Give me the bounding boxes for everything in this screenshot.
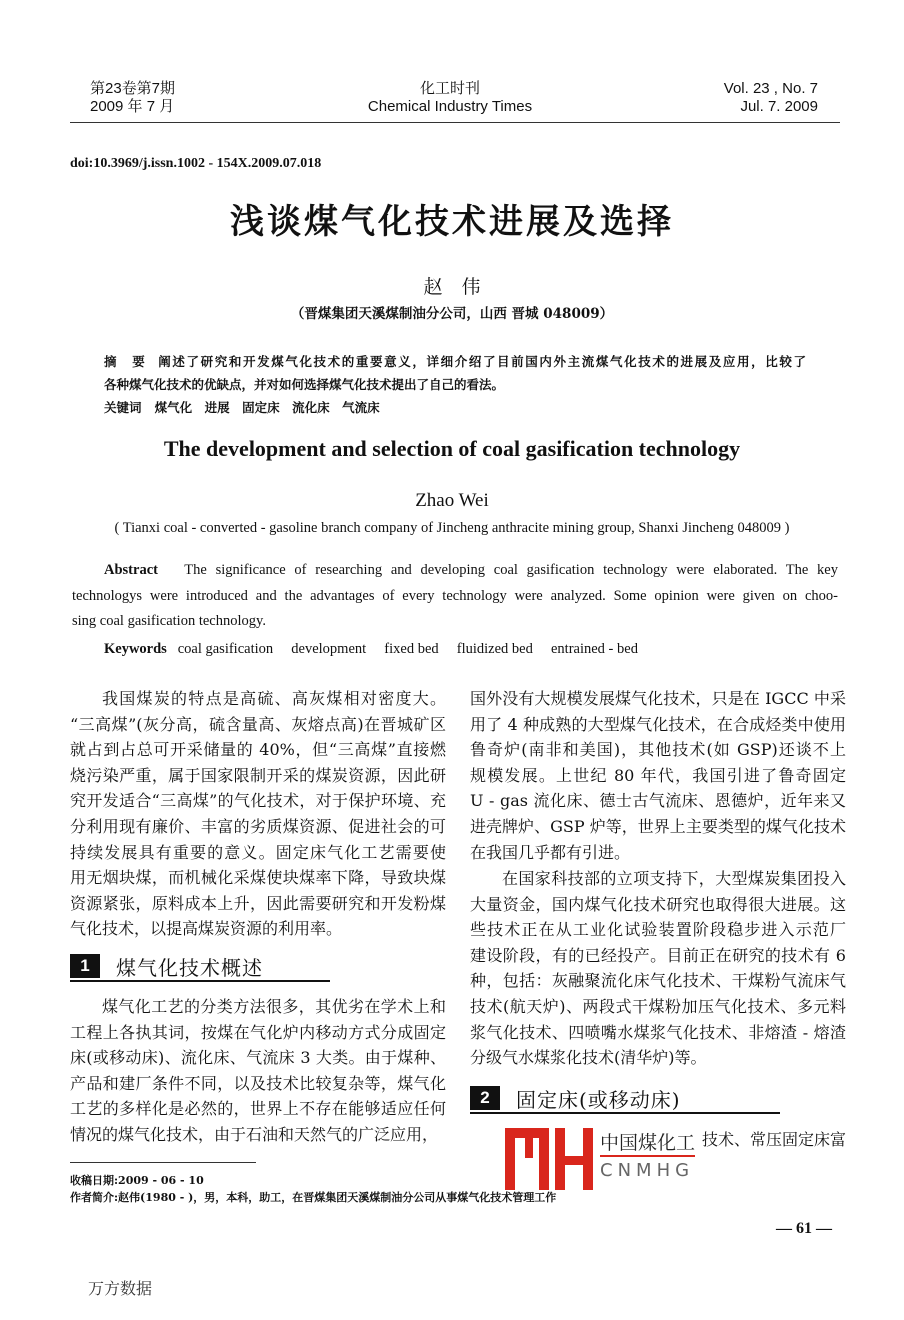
text-line: 在国家科技部的立项支持下，大型煤炭集团投入: [502, 869, 846, 888]
text-line: 烧污染严重，属于国家限制开采的煤炭资源，因此研: [70, 765, 446, 785]
section-number: 1: [70, 954, 100, 978]
text-line: 进壳牌炉、GSP 炉等，世界上主要类型的煤气化技术: [470, 816, 846, 836]
text-line: 些技术正在从工业化试验装置阶段稳步进入示范厂: [470, 920, 846, 940]
text-line: 技术(航天炉)、两段式干煤粉加压气化技术、多元料: [470, 996, 846, 1016]
keywords-en: coal gasification development fixed bed fluidized bed entrained - bed: [177, 640, 638, 657]
footnote-rule: [70, 1162, 256, 1163]
text-line: 用无烟块煤，而机械化采煤使块煤率下降，导致块煤: [70, 868, 446, 888]
received-date: 收稿日期:2009 - 06 - 10: [70, 1174, 204, 1187]
watermark-cn: 中国煤化工: [600, 1132, 696, 1154]
page-number: — 61 —: [776, 1220, 832, 1237]
text-line: 工艺的多样化是必然的，世界上不存在能够适应任何: [70, 1099, 446, 1119]
text-line: 规模发展。上世纪 80 年代，我国引进了鲁奇固定: [470, 765, 846, 785]
title-cn: 浅谈煤气化技术进展及选择: [230, 202, 674, 242]
keywords-label-en: Keywords: [104, 640, 167, 657]
author-cn: 赵 伟: [423, 276, 481, 298]
keywords-cn: 煤气化 进展 固定床 流化床 气流床: [154, 400, 380, 415]
abstract-line: The significance of researching and developing coal gasification technology were elaborated. The key: [184, 562, 838, 578]
text-line: 资源紧张，原料成本上升，因此需要研究和开发粉煤: [70, 893, 446, 913]
footnote: [70, 1172, 556, 1206]
abstract-cn: [104, 350, 806, 419]
watermark-rule: [600, 1155, 695, 1157]
right-column-p2: [470, 866, 846, 1071]
text-line: 产品和建厂条件不同，以及技术比较复杂等，煤气化: [70, 1073, 446, 1093]
journal-name: [330, 80, 570, 116]
abstract-en: [72, 558, 838, 662]
text-line: 分利用现有廉价、丰富的劣质煤资源、促进社会的可: [70, 816, 446, 836]
doi: doi:10.3969/j.issn.1002 - 154X.2009.07.018: [70, 156, 322, 171]
left-column: [70, 686, 446, 942]
right-column: [470, 686, 846, 865]
abstract-label-en: Abstract: [104, 562, 158, 578]
source-label: 万方数据: [88, 1279, 153, 1298]
journal-name-en: Chemical Industry Times: [367, 98, 533, 115]
journal-issue-cn: [90, 80, 175, 116]
text-line: 建设阶段，有的已经投产。目前正在研究的技术有 6: [470, 945, 846, 965]
abstract-label-cn: 摘 要: [104, 354, 147, 369]
date-en: Jul. 7. 2009: [740, 98, 818, 115]
affiliation-en: ( Tianxi coal - converted - gasoline branch company of Jincheng anthracite mining group, Shanxi Jincheng 048009 ): [114, 520, 790, 536]
section-title: 煤气化技术概述: [116, 955, 263, 980]
volume-cn: 第23卷第7期: [90, 80, 176, 97]
affiliation-cn: （晋煤集团天溪煤制油分公司，山西 晋城 048009）: [290, 306, 614, 322]
text-line: 国外没有大规模发展煤气化技术，只是在 IGCC 中采: [470, 689, 846, 708]
text-line: 就占到占总可开采储量的 40%，但“三高煤”直接燃: [70, 740, 446, 760]
text-line: 浆气化技术、四喷嘴水煤浆气化技术、非熔渣 - 熔渣: [470, 1022, 846, 1042]
author-en: Zhao Wei: [415, 490, 489, 511]
text-line: 情况的煤气化技术，由于石油和天然气的广泛应用，: [70, 1124, 439, 1144]
text-line: 大量资金，国内煤气化技术研究也取得很大进展。这: [470, 894, 846, 914]
abstract-line: 各种煤气化技术的优缺点，并对如何选择煤气化技术提出了自己的看法。: [104, 377, 505, 392]
text-line: 我国煤炭的特点是高硫、高灰煤相对密度大。: [102, 689, 446, 708]
abstract-line: sing coal gasification technology.: [72, 613, 266, 629]
section-2-heading: [470, 1084, 780, 1114]
volume-en: Vol. 23 , No. 7: [723, 80, 818, 97]
text-line: 分级气水煤浆化技术(清华炉)等。: [470, 1048, 707, 1068]
text-line: 究开发适合“三高煤”的气化技术，对于保护环境、充: [70, 791, 446, 811]
watermark-en: CNMHG: [600, 1160, 695, 1181]
text-line: “三高煤”(灰分高，硫含量高、灰熔点高)在晋城矿区: [70, 714, 446, 734]
text-line: 在我国几乎都有引进。: [470, 842, 631, 862]
text-line: 种，包括：灰融聚流化床气化技术、干煤粉气流床气: [470, 971, 846, 991]
section-title: 固定床(或移动床): [516, 1087, 681, 1112]
text-line: 持续发展具有重要的意义。固定床气化工艺需要使: [70, 842, 446, 862]
author-bio: 作者简介:赵伟(1980 - )，男，本科，助工，在晋煤集团天溪煤制油分公司从事煤气化技术管理工作: [70, 1191, 557, 1204]
header-rule: [70, 122, 840, 123]
text-line: 气化技术，以提高煤炭资源的利用率。: [70, 919, 343, 939]
title-en: The development and selection of coal gasification technology: [163, 436, 741, 461]
text-line: 煤气化工艺的分类方法很多，其优劣在学术上和: [102, 997, 446, 1016]
section-number: 2: [470, 1086, 500, 1110]
section-1-heading: [70, 952, 330, 982]
date-cn: 2009 年 7 月: [90, 98, 175, 115]
journal-issue-en: [724, 80, 818, 116]
text-line: 床(或移动床)、流化床、气流床 3 大类。由于煤种、: [70, 1048, 446, 1068]
text-line: U - gas 流化床、德士古气流床、恩德炉，近年来又: [470, 791, 846, 811]
text-line: 用了 4 种成熟的大型煤气化技术，在合成烃类中使用: [470, 714, 846, 734]
text-line: 鲁奇炉(南非和美国)，其他技术(如 GSP)还谈不上: [470, 740, 846, 760]
journal-name-cn: 化工时刊: [419, 80, 480, 97]
text-line: 工程上各执其词，按煤在气化炉内移动方式分成固定: [70, 1022, 446, 1042]
keywords-label-cn: 关键词: [104, 400, 142, 415]
left-column-p2: [70, 994, 446, 1148]
right-column-p3: 技术、常压固定床富: [702, 1130, 847, 1149]
abstract-line: 阐述了研究和开发煤气化技术的重要意义，详细介绍了目前国内外主流煤气化技术的进展及应用，比较了: [158, 354, 806, 369]
abstract-line: technologys were introduced and the advantages of every technology were analyzed. Some opinion were given on choo-: [72, 587, 838, 604]
